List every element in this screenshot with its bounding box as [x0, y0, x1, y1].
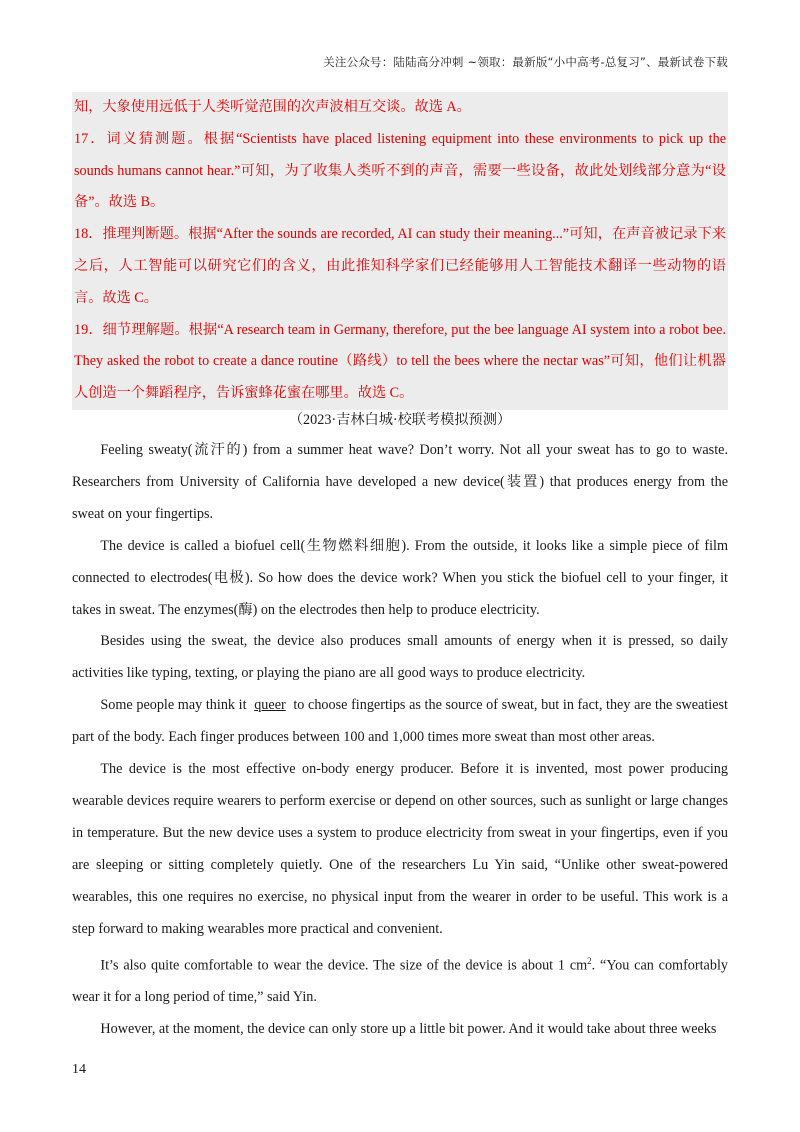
paragraph-1: Feeling sweaty(流汗的) from a summer heat wave? Don’t worry. Not all your sweat has to go to waste. Researchers from University of California have developed a new device(装置) that produces energy from the sweat on your fingertips.: [72, 442, 728, 522]
reading-passage: [72, 435, 728, 1046]
paragraph-4-before: Some people may think it: [100, 697, 247, 714]
answer-16-tail: 知，大象使用远低于人类听觉范围的次声波相互交谈。故选 A。: [74, 99, 471, 115]
paragraph-2: The device is called a biofuel cell(生物燃料细胞). From the outside, it looks like a simple piece of film connected to electrodes(电极). So how does the device work? When you stick the biofuel cell to your finger, it takes in sweat. The enzymes(酶) on the electrodes then help to produce electricity.: [72, 537, 728, 618]
paragraph-4-after: to choose fingertips as the source of sweat, but in fact, they are the sweatiest part of the body. Each finger produces between 100 and 1,000 times more sweat than most other areas.: [72, 697, 729, 746]
paragraph-6-after: . “You can comfortably wear it for a long period of time,” said Yin.: [72, 957, 728, 1006]
answer-19: 19．细节理解题。根据“A research team in Germany, therefore, put the bee language AI system into a robot bee. They asked the robot to create a dance routine（路线）to tell the bees where the nectar was”可知，他们让机器人创造一个舞蹈程序，告诉蜜蜂花蜜在哪里。故选 C。: [74, 321, 726, 402]
paragraph-6-before: It’s also quite comfortable to wear the device. The size of the device is about 1 cm: [100, 957, 588, 974]
paragraph-4: [72, 690, 728, 754]
passage-source: （2023·吉林白城·校联考模拟预测）: [288, 412, 512, 428]
page-header: 关注公众号：陆陆高分冲刺 ~领取：最新版“小中高考-总复习”、最新试卷下载: [323, 55, 728, 69]
answer-18: 18．推理判断题。根据“After the sounds are recorded, AI can study their meaning...”可知，在声音被记录下来之后，人工智能可以研究它们的含义，由此推知科学家们已经能够用人工智能技术翻译一些动物的语言。故选 C。: [74, 226, 726, 306]
underlined-word: queer: [254, 697, 286, 714]
paragraph-5: The device is the most effective on-body energy producer. Before it is invented, most power producing wearable devices require wearers to perform exercise or depend on other sources, such as sunlight or large changes in temperature. But the new device uses a system to produce electricity from sweat in your fingertips, even if you are sleeping or sitting completely quietly. One of the researchers Lu Yin said, “Unlike other sweat-powered wearables, this one requires no exercise, no physical input from the wearer in order to be useful. This work is a step forward to making wearables more practical and convenient.: [72, 761, 728, 937]
paragraph-7: However, at the moment, the device can only store up a little bit power. And it would take about three weeks: [100, 1021, 717, 1038]
superscript: 2: [587, 955, 592, 966]
answer-17: 17．词义猜测题。根据“Scientists have placed listening equipment into these environments to pick up the sounds humans cannot hear.”可知，为了收集人类听不到的声音，需要一些设备，故此处划线部分意为“设备”。故选 B。: [74, 130, 726, 211]
paragraph-6: [72, 946, 728, 1015]
page-number: 14: [72, 1062, 86, 1077]
paragraph-3: Besides using the sweat, the device also produces small amounts of energy when it is pressed, so daily activities like typing, texting, or playing the piano are all good ways to produce electricity.: [72, 633, 728, 682]
answer-explanations: [72, 92, 728, 410]
